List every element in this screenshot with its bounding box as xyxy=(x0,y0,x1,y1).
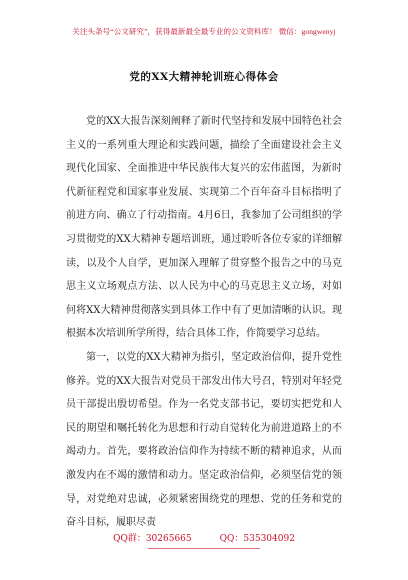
document-body xyxy=(66,110,342,535)
body-paragraph-1: 党的XX大报告深刻阐释了新时代坚持和发展中国特色社会主义的一系列重大理论和实践问题，描绘了全面建设社会主义现代化国家、全面推进中华民族伟大复兴的宏伟蓝图，为新时代新征程党和国家事业发展、实现第二个百年奋斗目标指明了前进方向、确立了行动指南。4月6日，我参加了公司组织的学习贯彻党的XX大精神专题培训班，通过聆听各位专家的详细解读，以及个人自学，更加深入理解了贯穿整个报告之中的马克思主义立场观点方法、以人民为中心的马克思主义立场，对如何将XX大精神贯彻落实到具体工作中有了更加清晰的认识。现根据本次培训所学所得，结合具体工作，作简要学习总结。 xyxy=(66,116,342,340)
footer-underline xyxy=(148,548,260,549)
qq-group-number: QQ群：30265665 xyxy=(113,534,192,544)
promo-banner: 关注头条号“公文研究”，获得最新最全最专业的公文资料库！ 微信：gongwenyj xyxy=(72,27,336,36)
qq-number: QQ：535304092 xyxy=(219,534,295,544)
body-paragraph-2: 第一，以党的XX大精神为指引，坚定政治信仰，提升党性修养。党的XX大报告对党员干部发出伟大号召，特别对年轻党员干部提出殷切希望。作为一名党支部书记，要切实把党和人民的期望和嘱托转化为思想和行动自觉转化为前进道路上的不竭动力。首先，要将政治信仰作为持续不断的精神追求，从而激发内在不竭的激情和动力。坚定政治信仰，必须坚信党的领导，对党绝对忠诚，必须紧密围绕党的理想、党的任务和党的奋斗目标，履职尽责 xyxy=(66,351,342,529)
document-title: 党的XX大精神轮训班心得体会 xyxy=(129,71,279,83)
footer-contact xyxy=(0,531,408,544)
